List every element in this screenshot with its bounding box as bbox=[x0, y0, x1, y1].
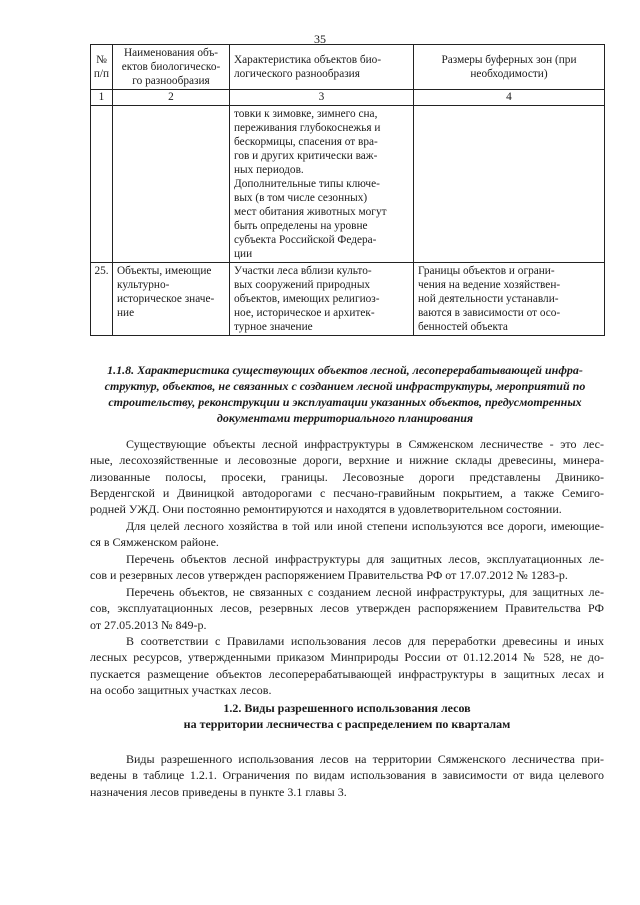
paragraph-line: Перечень объектов, не связанных с созданием лесной инфраструктуры, для защитных ле- bbox=[126, 585, 604, 599]
index-cell: 2 bbox=[113, 90, 230, 106]
cell-line: культурно- bbox=[117, 279, 170, 291]
paragraph bbox=[90, 584, 604, 633]
cell-line: турное значение bbox=[234, 321, 313, 333]
header-line: Характеристика объектов био- bbox=[234, 54, 382, 66]
paragraph-line: ные, лесохозяйственные и лесовозные дороги, верхние и нижние склады древесины, минера- bbox=[90, 453, 604, 468]
table-header-row bbox=[91, 45, 605, 90]
heading-line: структур, объектов, не связанных с созданием лесной инфраструктуры, мероприятий по bbox=[104, 379, 586, 393]
cell-line: ции bbox=[234, 248, 253, 260]
paragraph-line: Существующие объекты лесной инфраструктуры в Сямженском лесничестве - это лес- bbox=[126, 437, 604, 451]
paragraph-line: Перечень объектов лесной инфраструктуры для защитных лесов, эксплуатационных ле- bbox=[126, 552, 604, 566]
cell-line: Границы объектов и ограни- bbox=[418, 265, 555, 277]
section-118-heading bbox=[80, 362, 610, 426]
paragraph-line: пускается размещение объектов лесоперерабатывающей инфраструктуры в защитных лесах и bbox=[90, 666, 604, 681]
header-line: необходимости) bbox=[470, 68, 548, 80]
biodiversity-table bbox=[90, 44, 605, 336]
page-number: 35 bbox=[314, 32, 326, 46]
header-line: Размеры буферных зон (при bbox=[441, 54, 577, 66]
cell-line: историческое значе- bbox=[117, 293, 215, 305]
paragraph-line: от 27.05.2013 № 849-р. bbox=[90, 617, 207, 632]
paragraph bbox=[90, 518, 604, 551]
row-characteristic bbox=[230, 263, 414, 336]
table-index-row bbox=[91, 90, 605, 106]
header-num: № п/п bbox=[91, 45, 113, 90]
cell-line: ное, историческое и архитек- bbox=[234, 307, 375, 319]
paragraph-line: Для целей лесного хозяйства в той или иной степени используются все дороги, имеющие- bbox=[126, 519, 604, 533]
paragraph bbox=[90, 551, 604, 584]
row-name bbox=[113, 263, 230, 336]
paragraph-line: назначения лесов приведены в пункте 3.1 главы 3. bbox=[90, 784, 347, 799]
cell-line: объектов, имеющих религиоз- bbox=[234, 293, 380, 305]
section-12-heading bbox=[90, 700, 604, 732]
paragraph-line: В соответствии с Правилами использования лесов для переработки древесины и иных bbox=[126, 634, 604, 648]
paragraph-line: ведены в таблице 1.2.1. Ограничения по видам использования в зависимости от вида целевого bbox=[90, 768, 604, 783]
cell-line: ваются в зависимости от осо- bbox=[418, 307, 561, 319]
row-num bbox=[91, 106, 113, 263]
header-line: Наименования объ- bbox=[123, 47, 219, 59]
header-buffer bbox=[414, 45, 605, 90]
header-line: ектов биологическо- bbox=[121, 61, 221, 73]
cell-line: переживания глубокоснежья и bbox=[234, 122, 381, 134]
row-buffer bbox=[414, 106, 605, 263]
row-characteristic bbox=[230, 106, 414, 263]
index-cell: 1 bbox=[91, 90, 113, 106]
heading-line: на территории лесничества с распределением по кварталам bbox=[183, 717, 511, 731]
cell-line: вых сооружений природных bbox=[234, 279, 371, 291]
cell-line: гов и других критически важ- bbox=[234, 150, 378, 162]
header-line: логического разнообразия bbox=[234, 68, 360, 80]
cell-line: чения на ведение хозяйствен- bbox=[418, 279, 561, 291]
paragraph-line: ся в Сямженском районе. bbox=[90, 535, 219, 550]
heading-line: 1.2. Виды разрешенного использования лесов bbox=[223, 701, 471, 715]
cell-line: бескормицы, спасения от вра- bbox=[234, 136, 378, 148]
header-characteristic bbox=[230, 45, 414, 90]
row-num: 25. bbox=[91, 263, 113, 336]
row-name bbox=[113, 106, 230, 263]
header-name bbox=[113, 45, 230, 90]
cell-line: Участки леса вблизи культо- bbox=[234, 265, 372, 277]
header-line: го разнообразия bbox=[132, 75, 210, 87]
paragraph-line: на особо защитных участках лесов. bbox=[90, 682, 272, 697]
cell-line: Дополнительные типы ключе- bbox=[234, 178, 380, 190]
cell-line: мест обитания животных могут bbox=[234, 206, 387, 218]
cell-line: ние bbox=[117, 307, 135, 319]
heading-line: 1.1.8. Характеристика существующих объектов лесной, лесоперерабатывающей инфра- bbox=[107, 363, 583, 377]
cell-line: ной деятельности устанавли- bbox=[418, 293, 559, 305]
table-row bbox=[91, 263, 605, 336]
paragraph-line: лесных ресурсов, утвержденными приказом Минприроды России от 01.12.2014 № 528, не до- bbox=[90, 650, 604, 665]
table-row bbox=[91, 106, 605, 263]
cell-line: вых (в том числе сезонных) bbox=[234, 192, 368, 204]
section-12-paragraph bbox=[90, 751, 604, 800]
paragraph bbox=[90, 633, 604, 698]
paragraph bbox=[90, 436, 604, 517]
index-cell: 3 bbox=[230, 90, 414, 106]
paragraph-line: Виды разрешенного использования лесов на территории Сямженского лесничества при- bbox=[126, 752, 604, 766]
paragraph-line: сов и резервных лесов утвержден распоряжением Правительства РФ от 17.07.2012 № 1283-р. bbox=[90, 568, 568, 583]
cell-line: субъекта Российской Федера- bbox=[234, 234, 377, 246]
index-cell: 4 bbox=[414, 90, 605, 106]
paragraph-line: лизованные полосы, просеки, границы. Лесовозные дороги представлены Двинико- bbox=[90, 469, 604, 484]
heading-line: строительству, реконструкции и эксплуатации указанных объектов, предусмотренных bbox=[108, 395, 582, 409]
cell-line: ных периодов. bbox=[234, 164, 304, 176]
cell-line: бенностей объекта bbox=[418, 321, 508, 333]
heading-line: документами территориального планирования bbox=[216, 411, 474, 425]
row-buffer bbox=[414, 263, 605, 336]
paragraph-line: Верденгской и Двиницкой автодорогами с песчано-гравийным покрытием, а также Семиго- bbox=[90, 485, 604, 500]
paragraph-line: родней УЖД. Они постоянно ремонтируются и находятся в удовлетворительном состоянии. bbox=[90, 502, 562, 517]
cell-line: товки к зимовке, зимнего сна, bbox=[234, 108, 378, 120]
paragraph-line: сов, эксплуатационных лесов, резервных лесов утвержден распоряжением Правительства РФ bbox=[90, 601, 604, 616]
cell-line: Объекты, имеющие bbox=[117, 265, 212, 277]
cell-line: быть определены на уровне bbox=[234, 220, 368, 232]
